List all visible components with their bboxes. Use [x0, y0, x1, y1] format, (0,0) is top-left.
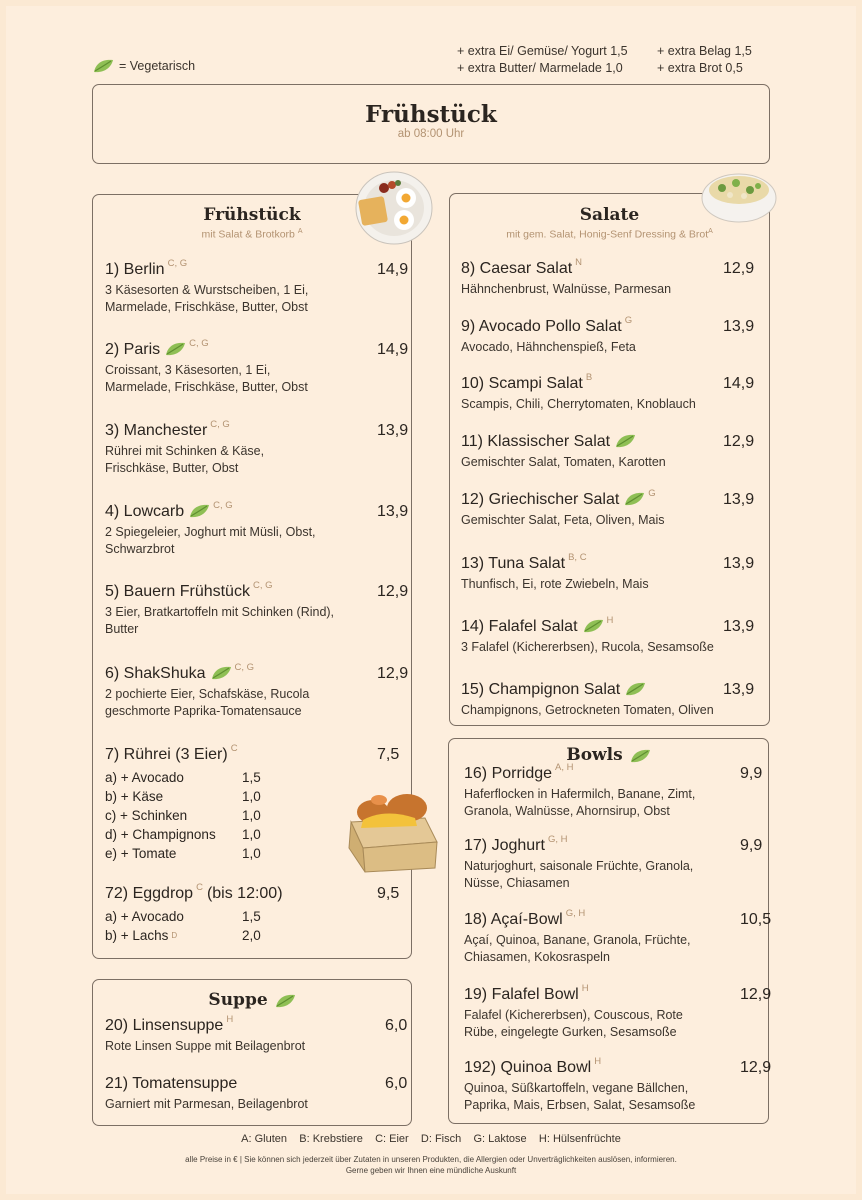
allergen-codes: C, G [189, 338, 209, 349]
section-subtitle: mit gem. Salat, Honig-Senf Dressing & Brot$^A$ [506, 228, 713, 241]
option-row: b) + Käse 1,0 [105, 789, 261, 804]
vegetarian-legend-label: = Vegetarisch [119, 59, 196, 73]
egg-sandwich-image [345, 782, 441, 878]
leaf-icon [274, 993, 296, 1009]
menu-item-description: Avocado, Hähnchenspieß, Feta [461, 340, 636, 354]
menu-item-name: 14) Falafel Salat H [461, 615, 614, 635]
section-subtitle: mit Salat & Brotkorb $^A$ [201, 228, 303, 241]
menu-item [461, 315, 763, 356]
menu-item-price: 10,5 [740, 911, 772, 928]
footer-note [0, 1154, 862, 1176]
menu-item-description: 2 Spiegeleier, Joghurt mit Müsli, Obst, Schwarzbrot [105, 525, 316, 556]
section-title: Salate [579, 205, 640, 225]
menu-item-name: 9) Avocado Pollo Salat G [461, 315, 633, 335]
page-title: Frühstück [365, 101, 497, 128]
allergen-codes: H [606, 615, 614, 626]
menu-item-description: Rührei mit Schinken & Käse, Frischkäse, Butter, Obst [105, 444, 265, 475]
menu-item-price: 12,9 [723, 433, 755, 450]
option-price: 1,5 [242, 909, 261, 924]
menu-item-name: 12) Griechischer Salat G [461, 488, 656, 508]
leaf-icon [629, 748, 651, 764]
header-box [92, 84, 770, 164]
menu-item [464, 762, 780, 820]
menu-item-price: 13,9 [723, 681, 755, 698]
allergen-codes: G [648, 488, 656, 499]
page-subtitle: ab 08:00 Uhr [397, 128, 465, 140]
menu-item-price: 14,9 [377, 261, 409, 278]
leaf-icon [624, 681, 646, 697]
menu-item-price: 12,9 [740, 1059, 772, 1076]
menu-item-price: 13,9 [377, 503, 409, 520]
menu-item [105, 1075, 425, 1113]
soup-section [92, 979, 412, 1126]
extra-item: + extra Brot 0,5 [657, 61, 743, 75]
menu-item [464, 983, 780, 1041]
menu-item-name: 17) Joghurt G, H [464, 834, 568, 854]
extra-item: + extra Belag 1,5 [657, 44, 752, 58]
allergen-codes: G, H [565, 908, 586, 919]
menu-item [105, 743, 417, 861]
menu-item [105, 1014, 425, 1055]
menu-item [105, 338, 417, 396]
allergen-codes: A, H [555, 762, 574, 773]
menu-item-name: 3) Manchester C, G [105, 419, 230, 439]
menu-item-name: 7) Rührei (3 Eier) C [105, 743, 238, 763]
menu-item-price: 13,9 [723, 491, 755, 508]
extra-item: + extra Butter/ Marmelade 1,0 [457, 61, 623, 75]
menu-item [461, 488, 763, 529]
allergen-codes: C, G [234, 662, 255, 673]
allergen-codes: G, H [547, 834, 568, 845]
bowls-section [448, 738, 772, 1124]
menu-item-description: Haferflocken in Hafermilch, Banane, Zimt, Granola, Walnüsse, Ahornsirup, Obst [464, 787, 696, 818]
allergen-codes: B, C [568, 552, 587, 563]
leaf-icon [92, 58, 114, 74]
menu-item [105, 662, 417, 720]
menu-item-price: 13,9 [723, 555, 755, 572]
menu-item-price: 9,9 [740, 765, 763, 782]
menu-item [464, 908, 780, 966]
extra-item: + extra Ei/ Gemüse/ Yogurt 1,5 [457, 44, 628, 58]
menu-item-name: 192) Quinoa Bowl H [464, 1056, 602, 1076]
option-row: c) + Schinken 1,0 [105, 808, 261, 823]
section-title: Bowls [449, 745, 768, 765]
menu-item-description: Croissant, 3 Käsesorten, 1 Ei, Marmelade, Frischkäse, Butter, Obst [105, 363, 308, 394]
menu-item-price: 6,0 [385, 1075, 408, 1092]
menu-item-name: 19) Falafel Bowl H [464, 983, 589, 1003]
menu-item [461, 433, 763, 471]
leaf-icon [582, 618, 604, 634]
allergen-codes: C [196, 882, 203, 893]
menu-item [105, 258, 417, 316]
menu-item-price: 6,0 [385, 1017, 408, 1034]
leaf-icon [164, 341, 186, 357]
allergen-codes: N [575, 257, 583, 268]
menu-item-description: Falafel (Kichererbsen), Couscous, Rote Rübe, eingelegte Gurken, Sesamsoße [464, 1008, 683, 1039]
option-row: a) + Avocado 1,5 [105, 770, 261, 785]
menu-item-description: 3 Falafel (Kichererbsen), Rucola, Sesamsoße [461, 640, 714, 654]
allergen-legend: A: Gluten B: Krebstiere C: Eier D: Fisch G: Laktose H: Hülsenfrüchte [241, 1133, 621, 1145]
breakfast-plate-image [354, 168, 434, 246]
menu-item-price: 13,9 [723, 618, 755, 635]
menu-item [461, 257, 763, 298]
menu-item [105, 882, 417, 943]
footer-note-line: alle Preise in € | Sie können sich jederzeit über Zutaten in unseren Produkten, die Allergien oder Unverträglichkeiten auslösen, informieren. [185, 1155, 677, 1164]
salads-section [449, 193, 770, 726]
option-price: 1,5 [242, 770, 261, 785]
salad-bowl-image [700, 168, 778, 224]
menu-item-name: 10) Scampi Salat B [461, 372, 593, 392]
menu-item-name: 16) Porridge A, H [464, 762, 574, 782]
menu-item-name: 72) Eggdrop C (bis 12:00) [105, 882, 283, 902]
menu-item-description: Scampis, Chili, Cherrytomaten, Knoblauch [461, 397, 696, 411]
menu-item-name: 5) Bauern Frühstück C, G [105, 580, 273, 600]
menu-item-name: 18) Açaí-Bowl G, H [464, 908, 586, 928]
option-price: 1,0 [242, 789, 261, 804]
menu-item-note: (bis 12:00) [206, 885, 283, 902]
menu-item-name: 2) Paris C, G [105, 338, 209, 358]
option-row: a) + Avocado 1,5 [105, 909, 261, 924]
allergen-codes: C, G [252, 580, 273, 591]
menu-item-price: 14,9 [723, 375, 755, 392]
allergen-codes: H [581, 983, 589, 994]
menu-item-name: 4) Lowcarb C, G [105, 500, 233, 520]
menu-item-price: 13,9 [377, 422, 409, 439]
menu-item-description: 3 Käsesorten & Wurstscheiben, 1 Ei, Marmelade, Frischkäse, Butter, Obst [105, 283, 309, 314]
menu-item-description: Thunfisch, Ei, rote Zwiebeln, Mais [461, 577, 649, 591]
menu-item-price: 12,9 [377, 665, 409, 682]
menu-item-name: 1) Berlin C, G [105, 258, 188, 278]
menu-item-description: Hähnchenbrust, Walnüsse, Parmesan [461, 282, 672, 296]
menu-item-name: 8) Caesar Salat N [461, 257, 583, 277]
allergen-codes: B [585, 372, 593, 383]
menu-item [105, 500, 417, 558]
option-row: d) + Champignons 1,0 [105, 827, 261, 842]
option-price: 1,0 [242, 846, 261, 861]
menu-item-description: Quinoa, Süßkartoffeln, vegane Bällchen, Paprika, Mais, Erbsen, Salat, Sesamsoße [464, 1081, 696, 1112]
menu-item [105, 419, 417, 477]
menu-item-name: 21) Tomatensuppe [105, 1075, 238, 1092]
menu-item-price: 12,9 [740, 986, 772, 1003]
menu-item-description: 3 Eier, Bratkartoffeln mit Schinken (Rind), Butter [105, 605, 335, 636]
option-row: e) + Tomate 1,0 [105, 846, 261, 861]
option-price: 1,0 [242, 808, 261, 823]
menu-item-price: 12,9 [723, 260, 755, 277]
leaf-icon [210, 665, 232, 681]
menu-item-price: 9,9 [740, 837, 763, 854]
extras-list [457, 43, 752, 77]
menu-item-description: Naturjoghurt, saisonale Früchte, Granola, Nüsse, Chiasamen [464, 859, 694, 890]
allergen-codes: C, G [210, 419, 230, 430]
menu-item-price: 9,5 [377, 885, 400, 902]
menu-item-description: Gemischter Salat, Tomaten, Karotten [461, 455, 666, 469]
allergen-codes: H [594, 1056, 602, 1067]
option-price: 1,0 [242, 827, 261, 842]
menu-item-name: 20) Linsensuppe H [105, 1014, 234, 1034]
menu-item-price: 7,5 [377, 746, 400, 763]
menu-item [461, 681, 763, 719]
allergen-codes: C [230, 743, 238, 754]
menu-item-name: 6) ShakShuka C, G [105, 662, 255, 682]
menu-item-price: 12,9 [377, 583, 409, 600]
allergen-codes: D [171, 931, 178, 940]
allergen-codes: C, G [213, 500, 233, 511]
allergen-codes: C, G [167, 258, 188, 269]
menu-item-description: Garniert mit Parmesan, Beilagenbrot [105, 1097, 308, 1111]
menu-item-name: 11) Klassischer Salat [461, 433, 763, 451]
menu-item-name: 15) Champignon Salat [461, 681, 763, 699]
allergen-codes: H [226, 1014, 234, 1025]
footer-note-line: Gerne geben wir Ihnen eine mündliche Auskunft [345, 1166, 517, 1175]
menu-item [461, 372, 763, 413]
menu-item [464, 1056, 780, 1114]
leaf-icon [188, 503, 210, 519]
menu-item-description: Rote Linsen Suppe mit Beilagenbrot [105, 1039, 306, 1053]
menu-item [464, 834, 780, 892]
menu-item [105, 580, 417, 638]
menu-item-name: 13) Tuna Salat B, C [461, 552, 587, 572]
section-title: Suppe [93, 990, 411, 1010]
menu-item-description: 2 pochierte Eier, Schafskäse, Rucola geschmorte Paprika-Tomatensauce [105, 687, 310, 718]
leaf-icon [623, 491, 645, 507]
menu-item-price: 14,9 [377, 341, 409, 358]
menu-item-description: Gemischter Salat, Feta, Oliven, Mais [461, 513, 665, 527]
option-price: 2,0 [242, 928, 261, 943]
menu-item-price: 13,9 [723, 318, 755, 335]
allergen-codes: G [624, 315, 633, 326]
leaf-icon [614, 433, 636, 449]
menu-item-description: Açaí, Quinoa, Banane, Granola, Früchte, Chiasamen, Kokosraspeln [464, 933, 691, 964]
option-row: b) + Lachs $^D$ 2,0 [105, 928, 261, 943]
section-title: Frühstück [203, 205, 301, 225]
menu-item [461, 552, 763, 593]
menu-item-description: Champignons, Getrockneten Tomaten, Oliven [461, 703, 714, 717]
vegetarian-legend [92, 58, 195, 74]
menu-item [461, 615, 763, 656]
